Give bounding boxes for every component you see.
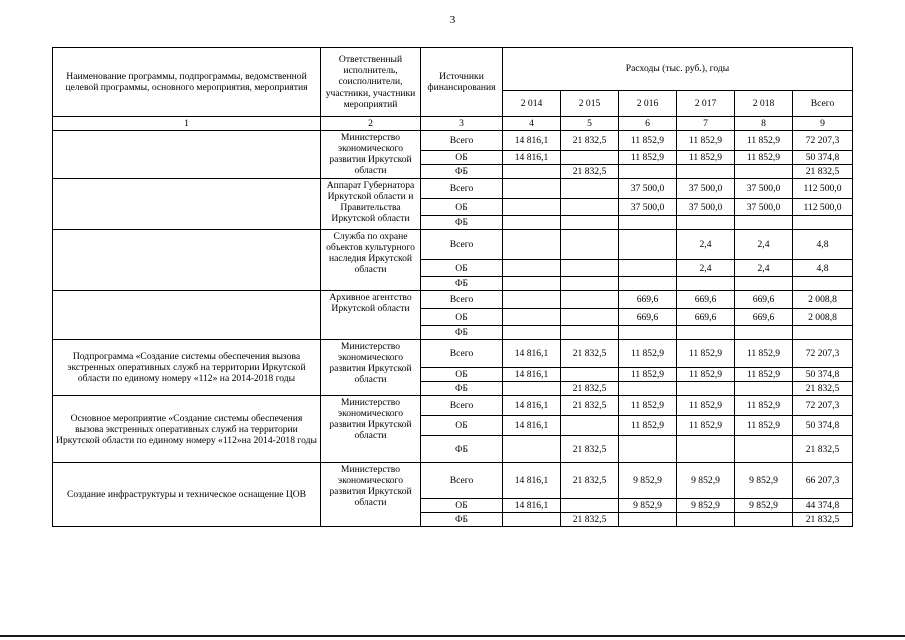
expense-value: 14 816,1: [503, 131, 561, 151]
program-name: Создание инфраструктуры и техническое оснащение ЦОВ: [53, 463, 321, 527]
expense-value: 669,6: [619, 309, 677, 326]
total-value: 72 207,3: [793, 340, 853, 368]
expense-value: 9 852,9: [619, 463, 677, 499]
header-year: 2 016: [619, 91, 677, 117]
page-number: 3: [449, 14, 456, 26]
funding-source: Всего: [421, 291, 503, 309]
expense-value: 9 852,9: [677, 499, 735, 513]
funding-source: Всего: [421, 230, 503, 260]
expense-value: [503, 436, 561, 463]
expense-value: [677, 277, 735, 291]
table-row: [53, 179, 853, 199]
expense-value: 11 852,9: [677, 131, 735, 151]
expense-value: [503, 199, 561, 216]
expense-value: [619, 230, 677, 260]
expense-value: 21 832,5: [561, 463, 619, 499]
expense-value: 9 852,9: [735, 463, 793, 499]
header-year: 2 015: [561, 91, 619, 117]
total-value: 2 008,8: [793, 309, 853, 326]
funding-source: ОБ: [421, 499, 503, 513]
total-value: 112 500,0: [793, 179, 853, 199]
funding-source: ОБ: [421, 199, 503, 216]
total-value: 72 207,3: [793, 396, 853, 416]
expense-value: 37 500,0: [735, 199, 793, 216]
table-body: [53, 131, 853, 527]
responsible-executor: Архивное агентство Иркутской области: [321, 291, 421, 340]
expense-value: 21 832,5: [561, 382, 619, 396]
expense-value: [561, 199, 619, 216]
funding-source: ФБ: [421, 382, 503, 396]
expense-value: [561, 230, 619, 260]
expense-value: 11 852,9: [735, 416, 793, 436]
expense-value: [735, 277, 793, 291]
expense-value: [619, 277, 677, 291]
total-value: 44 374,8: [793, 499, 853, 513]
header-year: 2 018: [735, 91, 793, 117]
column-number: 1: [53, 117, 321, 131]
expense-value: [677, 382, 735, 396]
expense-value: 21 832,5: [561, 513, 619, 527]
total-value: [793, 277, 853, 291]
funding-source: Всего: [421, 340, 503, 368]
expense-value: 11 852,9: [735, 131, 793, 151]
expense-value: [503, 179, 561, 199]
total-value: 21 832,5: [793, 165, 853, 179]
total-value: 2 008,8: [793, 291, 853, 309]
expense-value: [619, 260, 677, 277]
expense-value: 669,6: [677, 309, 735, 326]
responsible-executor: Министерство экономического развития Иркутской области: [321, 131, 421, 179]
expense-value: 11 852,9: [677, 340, 735, 368]
expense-value: 37 500,0: [677, 179, 735, 199]
total-value: 112 500,0: [793, 199, 853, 216]
expense-value: [503, 165, 561, 179]
expense-value: [619, 216, 677, 230]
funding-source: ОБ: [421, 368, 503, 382]
expense-value: 11 852,9: [619, 131, 677, 151]
expense-value: [561, 309, 619, 326]
expense-value: [677, 326, 735, 340]
expense-value: [503, 326, 561, 340]
total-value: 21 832,5: [793, 513, 853, 527]
funding-source: Всего: [421, 179, 503, 199]
funding-source: ФБ: [421, 216, 503, 230]
program-name: [53, 230, 321, 291]
expense-value: 9 852,9: [735, 499, 793, 513]
expense-value: 2,4: [677, 230, 735, 260]
expense-value: 9 852,9: [619, 499, 677, 513]
expense-value: 11 852,9: [735, 396, 793, 416]
expense-value: [735, 165, 793, 179]
expense-value: [503, 277, 561, 291]
funding-source: ФБ: [421, 326, 503, 340]
header-year: 2 014: [503, 91, 561, 117]
total-value: 50 374,8: [793, 151, 853, 165]
expense-value: 14 816,1: [503, 151, 561, 165]
expense-value: [619, 382, 677, 396]
expense-value: 11 852,9: [619, 416, 677, 436]
expense-value: 14 816,1: [503, 340, 561, 368]
expense-value: [561, 416, 619, 436]
expense-value: 21 832,5: [561, 131, 619, 151]
expense-value: 11 852,9: [619, 396, 677, 416]
expense-value: [735, 326, 793, 340]
expense-value: [619, 326, 677, 340]
expense-value: [503, 382, 561, 396]
program-name: Подпрограмма «Создание системы обеспечения вызова экстренных оперативных служб на территории Иркутской области по единому номеру «112» на 2014-2018 годы: [53, 340, 321, 396]
expense-value: 11 852,9: [735, 151, 793, 165]
funding-source: Всего: [421, 463, 503, 499]
expense-value: [619, 165, 677, 179]
expense-value: [561, 179, 619, 199]
total-value: 4,8: [793, 260, 853, 277]
expense-value: [503, 260, 561, 277]
table-row: [53, 230, 853, 260]
expense-value: [561, 260, 619, 277]
expense-value: 37 500,0: [735, 179, 793, 199]
expense-value: 14 816,1: [503, 463, 561, 499]
funding-source: Всего: [421, 396, 503, 416]
funding-source: ОБ: [421, 260, 503, 277]
total-value: 50 374,8: [793, 368, 853, 382]
expense-value: [677, 216, 735, 230]
header-year: 2 017: [677, 91, 735, 117]
expense-value: [503, 230, 561, 260]
expense-value: [677, 436, 735, 463]
total-value: 66 207,3: [793, 463, 853, 499]
funding-source: ОБ: [421, 309, 503, 326]
header-source: Источники финансирования: [421, 48, 503, 117]
total-value: [793, 326, 853, 340]
column-number: 6: [619, 117, 677, 131]
column-number: 8: [735, 117, 793, 131]
expense-value: 669,6: [677, 291, 735, 309]
expense-value: [561, 291, 619, 309]
expense-value: [677, 165, 735, 179]
responsible-executor: Аппарат Губернатора Иркутской области и Правительства Иркутской области: [321, 179, 421, 230]
expense-value: 21 832,5: [561, 396, 619, 416]
expense-value: 669,6: [735, 291, 793, 309]
expense-value: 2,4: [677, 260, 735, 277]
table-row: [53, 463, 853, 499]
expense-value: 11 852,9: [619, 368, 677, 382]
funding-source: ОБ: [421, 151, 503, 165]
header-expenses: Расходы (тыс. руб.), годы: [503, 48, 853, 91]
total-value: 21 832,5: [793, 436, 853, 463]
expense-value: 14 816,1: [503, 416, 561, 436]
expense-value: 11 852,9: [677, 368, 735, 382]
funding-source: ФБ: [421, 513, 503, 527]
table-row: [53, 340, 853, 368]
expense-value: 2,4: [735, 230, 793, 260]
expense-value: [561, 151, 619, 165]
budget-table: [52, 47, 853, 527]
program-name: Основное мероприятие «Создание системы обеспечения вызова экстренных оперативных служб на территории Иркутской области по единому номеру «112»на 2014-2018 годы: [53, 396, 321, 463]
expense-value: [503, 513, 561, 527]
funding-source: ФБ: [421, 165, 503, 179]
program-name: [53, 291, 321, 340]
expense-value: 11 852,9: [619, 151, 677, 165]
column-number: 5: [561, 117, 619, 131]
total-value: [793, 216, 853, 230]
funding-source: ФБ: [421, 277, 503, 291]
table-row: [53, 396, 853, 416]
column-number: 2: [321, 117, 421, 131]
expense-value: 11 852,9: [735, 340, 793, 368]
table-row: [53, 131, 853, 151]
funding-source: ФБ: [421, 436, 503, 463]
expense-value: 21 832,5: [561, 436, 619, 463]
responsible-executor: Министерство экономического развития Иркутской области: [321, 340, 421, 396]
expense-value: [735, 216, 793, 230]
expense-value: 11 852,9: [677, 416, 735, 436]
column-number: 7: [677, 117, 735, 131]
expense-value: 11 852,9: [677, 151, 735, 165]
column-number: 3: [421, 117, 503, 131]
responsible-executor: Министерство экономического развития Иркутской области: [321, 463, 421, 527]
expense-value: [503, 216, 561, 230]
expense-value: 21 832,5: [561, 165, 619, 179]
program-name: [53, 131, 321, 179]
expense-value: 37 500,0: [677, 199, 735, 216]
expense-value: 11 852,9: [735, 368, 793, 382]
responsible-executor: Министерство экономического развития Иркутской области: [321, 396, 421, 463]
expense-value: [503, 309, 561, 326]
expense-value: [561, 368, 619, 382]
expense-value: [561, 326, 619, 340]
total-value: 72 207,3: [793, 131, 853, 151]
expense-value: 21 832,5: [561, 340, 619, 368]
program-name: [53, 179, 321, 230]
total-value: 21 832,5: [793, 382, 853, 396]
column-number: 9: [793, 117, 853, 131]
expense-value: [561, 277, 619, 291]
total-value: 50 374,8: [793, 416, 853, 436]
expense-value: [735, 382, 793, 396]
expense-value: [561, 216, 619, 230]
header-responsible: Ответственный исполнитель, соисполнители, участники, участники мероприятий: [321, 48, 421, 117]
expense-value: 14 816,1: [503, 368, 561, 382]
header-total: Всего: [793, 91, 853, 117]
expense-value: 9 852,9: [677, 463, 735, 499]
expense-value: [619, 513, 677, 527]
expense-value: 2,4: [735, 260, 793, 277]
expense-value: 11 852,9: [677, 396, 735, 416]
expense-value: [503, 291, 561, 309]
scan-edge: [0, 635, 905, 637]
expense-value: [735, 513, 793, 527]
expense-value: 669,6: [735, 309, 793, 326]
expense-value: 14 816,1: [503, 396, 561, 416]
expense-value: 37 500,0: [619, 199, 677, 216]
expense-value: [561, 499, 619, 513]
total-value: 4,8: [793, 230, 853, 260]
expense-value: 14 816,1: [503, 499, 561, 513]
funding-source: ОБ: [421, 416, 503, 436]
expense-value: [735, 436, 793, 463]
expense-value: 11 852,9: [619, 340, 677, 368]
expense-value: [677, 513, 735, 527]
column-number: 4: [503, 117, 561, 131]
expense-value: 669,6: [619, 291, 677, 309]
funding-source: Всего: [421, 131, 503, 151]
expense-value: [619, 436, 677, 463]
expense-value: 37 500,0: [619, 179, 677, 199]
header-name: Наименование программы, подпрограммы, ведомственной целевой программы, основного мероприятия, мероприятия: [53, 48, 321, 117]
table-row: [53, 291, 853, 309]
responsible-executor: Служба по охране объектов культурного наследия Иркутской области: [321, 230, 421, 291]
